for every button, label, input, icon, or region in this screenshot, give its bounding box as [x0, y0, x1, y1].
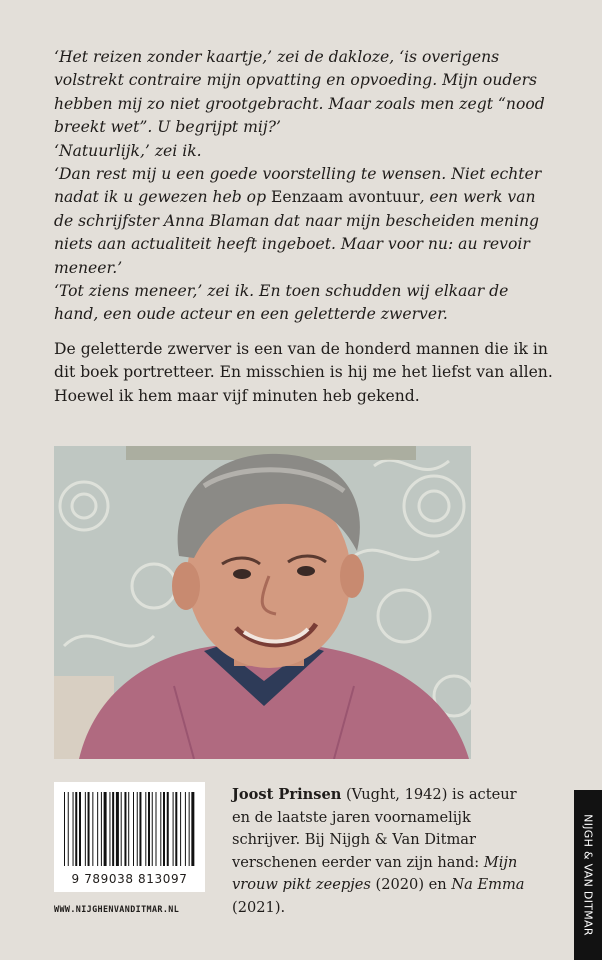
intro-paragraph: De geletterde zwerver is een van de honderd mannen die ik in dit boek portretteer. En misschien is hij me het liefst van allen. Hoewel ik hem maar vijf minuten heb gekend.: [54, 340, 553, 405]
publisher-name: NIJGH & VAN DITMAR: [581, 814, 595, 936]
quote-paragraph-3: [54, 163, 554, 280]
isbn-barcode: [54, 782, 205, 892]
publisher-website: WWW.NIJGHENVANDITMAR.NL: [54, 904, 180, 914]
quote-paragraph-2: ‘Natuurlijk,’ zei ik.: [54, 141, 202, 160]
author-name: Joost Prinsen: [232, 786, 342, 803]
quote-paragraph-3-start: ‘Dan rest mij u een goede voorstelling te wensen. Niet echter nadat ik u gewezen heb op: [54, 165, 542, 207]
quote-paragraph-4: ‘Tot ziens meneer,’ zei ik. En toen schudden wij elkaar de hand, een oude acteur en een geletterde zwerver.: [54, 282, 509, 324]
book-title-na-emma: Na Emma: [451, 876, 525, 894]
publisher-spine-label: [574, 790, 602, 960]
author-bio-text-1: (Vught, 1942) is acteur en de laatste jaren voornamelijk schrijver. Bij Nijgh & Van Ditmar verschenen eerder van zijn hand:: [232, 786, 517, 871]
book-title-eenzaam-avontuur: Eenzaam avontuur: [271, 188, 420, 207]
quote-paragraph-1: ‘Het reizen zonder kaartje,’ zei de dakloze, ‘is overigens volstrekt contraire mijn opvatting en opvoeding. Mijn ouders hebben mij zo niet grootgebracht. Maar zoals men zegt “nood breekt wet”. U begrijpt mij?’: [54, 48, 545, 137]
author-bio: [232, 784, 532, 920]
quote-paragraph-3-end: , een werk van de schrijfster Anna Blaman dat naar mijn bescheiden mening niets aan actualiteit heeft ingeboet. Maar voor nu: au revoir meneer.’: [54, 188, 539, 277]
quote-block: [54, 46, 554, 327]
isbn-number: 9 789038 813097: [71, 872, 188, 886]
author-photo: [54, 446, 471, 759]
author-bio-text-2: (2020) en: [370, 876, 452, 894]
barcode-bars: [64, 792, 195, 866]
book-title-mijn-vrouw-pikt-zeepjes: Mijn vrouw pikt zeepjes: [232, 853, 518, 894]
author-bio-text-3: (2021).: [232, 898, 286, 916]
